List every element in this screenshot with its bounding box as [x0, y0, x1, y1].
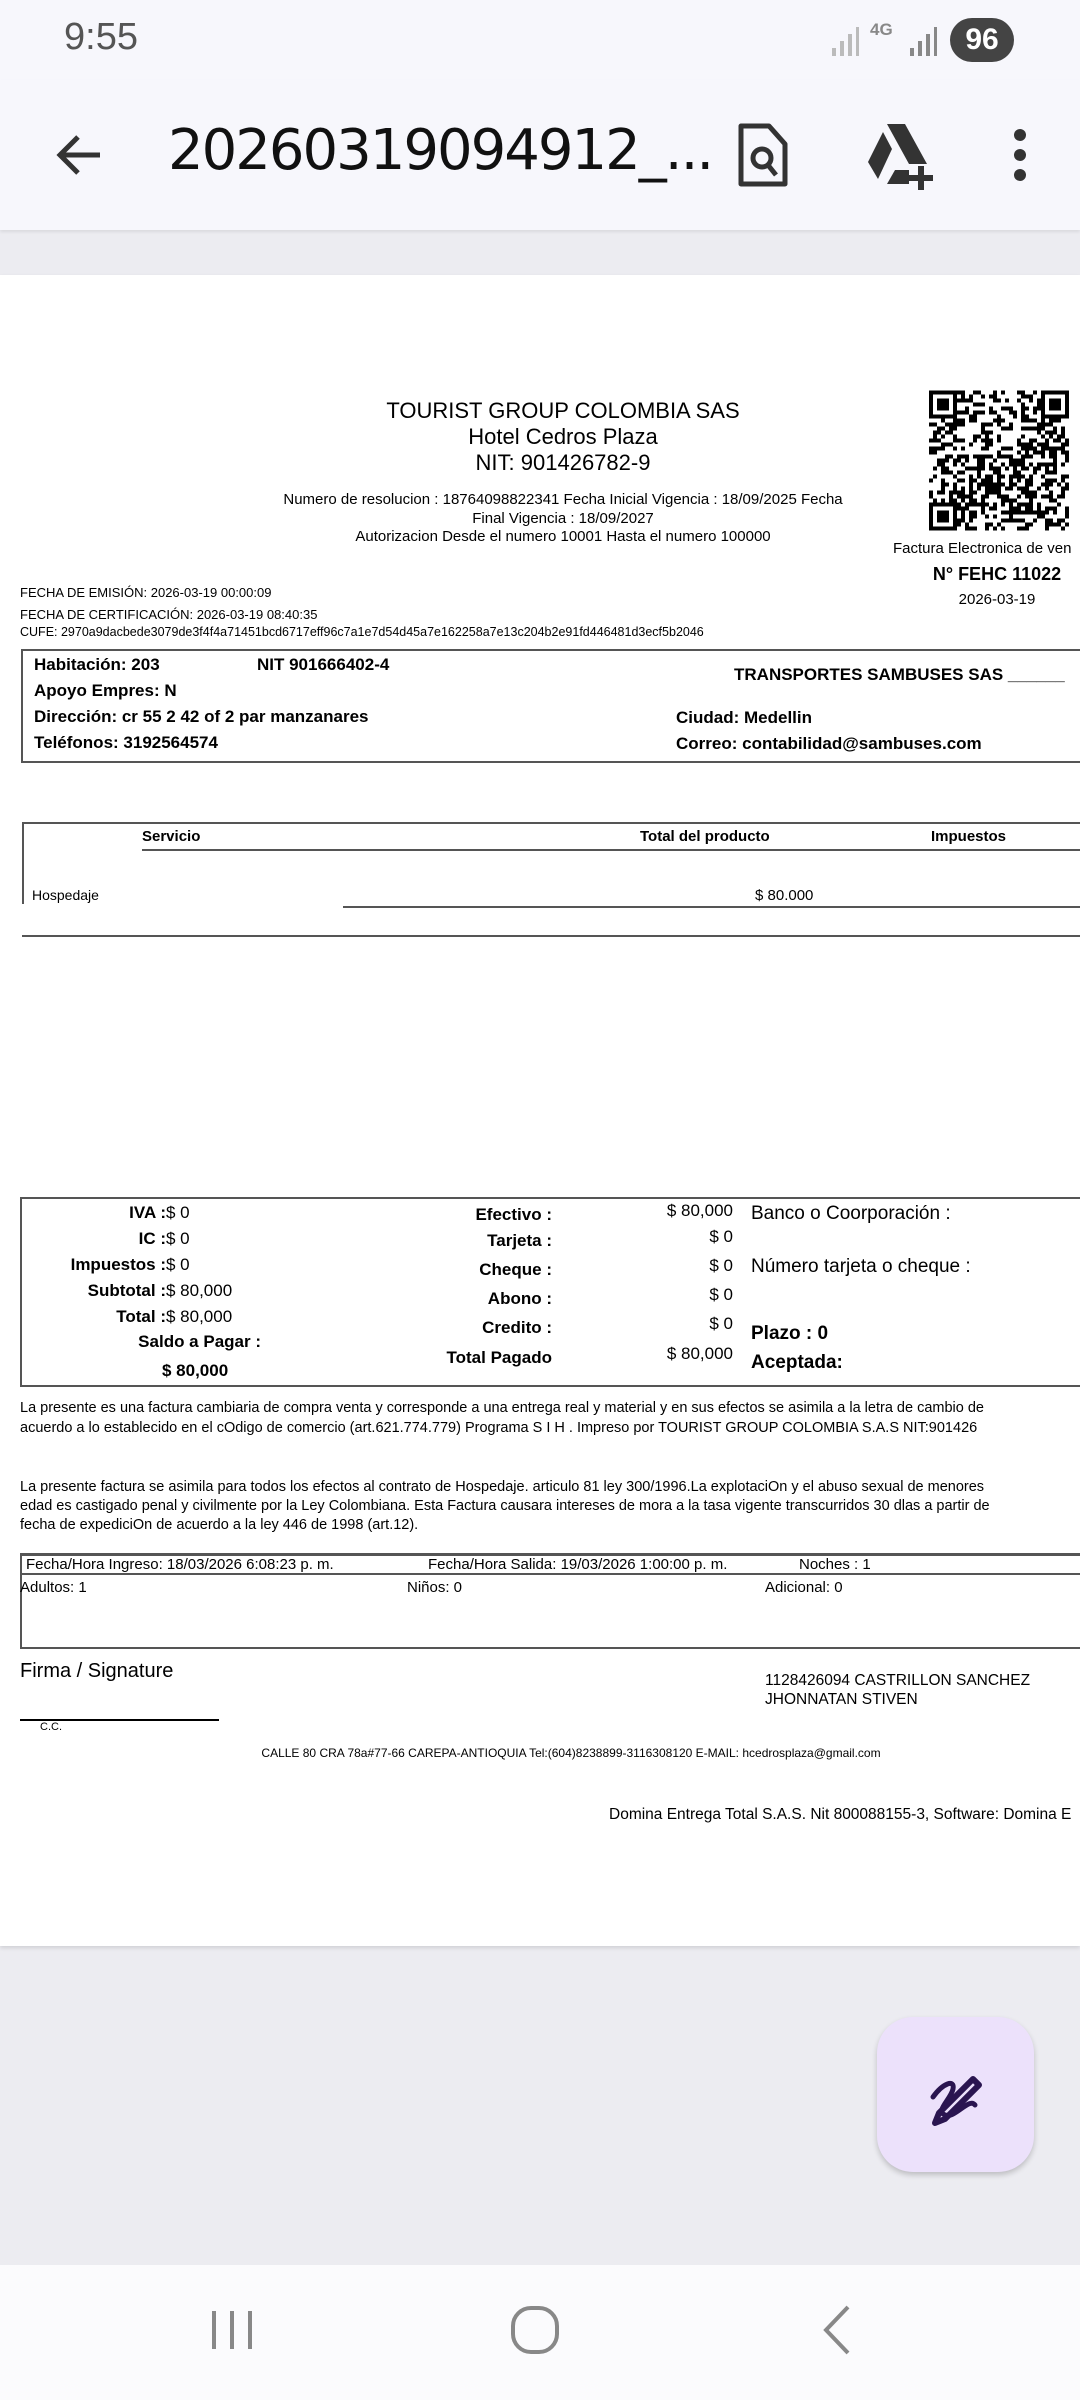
payment-label: Cheque :	[479, 1260, 552, 1279]
pdf-page	[0, 275, 1080, 1946]
payment-label: Total Pagado	[446, 1348, 552, 1367]
back-button[interactable]	[50, 125, 110, 185]
customer-email: Correo: contabilidad@sambuses.com	[676, 734, 982, 753]
total-value: $ 0	[166, 1203, 190, 1222]
services-header-underline	[142, 849, 1080, 851]
battery-badge: 96	[950, 18, 1014, 62]
search-document-button[interactable]	[735, 120, 795, 190]
saldo-label: Saldo a Pagar :	[138, 1332, 261, 1351]
resolution-line-1: Numero de resolucion : 18764098822341 Fecha Inicial Vigencia : 18/09/2025 Fecha	[283, 491, 843, 508]
payment-label: Efectivo :	[475, 1205, 552, 1224]
signature-label: Firma / Signature	[20, 1660, 174, 1682]
numero-tarjeta-label: Número tarjeta o cheque :	[751, 1256, 971, 1277]
edit-annotate-button[interactable]	[877, 2017, 1034, 2172]
service-total: $ 80.000	[755, 887, 814, 904]
payment-value: $ 80,000	[666, 1344, 733, 1363]
service-name: Hospedaje	[32, 887, 99, 903]
legal-text-2a: La presente factura se asimila para todos los efectos al contrato de Hospedaje. articulo 81 ley 300/1996.La explotaciOn y el abuso sexual de menores	[20, 1479, 985, 1495]
payment-value: $ 0	[709, 1285, 733, 1304]
signal-icon	[830, 22, 860, 63]
legal-text-1a: La presente es una factura cambiaria de compra venta y corresponde a una entrega real y material y en sus efectos se asimila a la letra de cambio de	[20, 1400, 984, 1416]
header-total-producto: Total del producto	[640, 828, 770, 845]
total-label: Total :	[116, 1307, 166, 1326]
total-label: Impuestos :	[70, 1255, 166, 1274]
software-credit: Domina Entrega Total S.A.S. Nit 800088155-3, Software: Domina E	[609, 1806, 1072, 1823]
network-type: 4G	[870, 20, 893, 39]
stay-noches: Noches : 1	[799, 1556, 871, 1573]
stay-divider	[20, 1573, 1080, 1575]
services-top-line	[22, 822, 1080, 824]
total-label: Subtotal :	[87, 1281, 166, 1300]
stay-ingreso: Fecha/Hora Ingreso: 18/03/2026 6:08:23 p. m.	[26, 1556, 334, 1573]
customer-nit: NIT 901666402-4	[257, 655, 390, 674]
legal-text-1b: acuerdo a lo establecido en el cOdigo de comercio (art.621.774.779) Programa S I H . Impreso por TOURIST GROUP COLOMBIA S.A.S NIT:901426	[20, 1420, 978, 1436]
stay-adultos: Adultos: 1	[20, 1579, 87, 1596]
plazo: Plazo : 0	[751, 1323, 829, 1344]
room: Habitación: 203	[34, 655, 160, 674]
invoice-number: N° FEHC 11022	[932, 564, 1062, 584]
signal-icon-2	[908, 22, 938, 63]
signer-line-2: JHONNATAN STIVEN	[765, 1691, 918, 1708]
cc-label: C.C.	[40, 1721, 62, 1733]
fecha-certificacion: FECHA DE CERTIFICACIÓN: 2026-03-19 08:40:35	[20, 607, 318, 622]
more-vert-icon	[1005, 125, 1035, 185]
stay-adicional: Adicional: 0	[765, 1579, 843, 1596]
services-bottom-line	[22, 935, 1080, 937]
invoice-date: 2026-03-19	[958, 591, 1036, 608]
legal-text-2c: fecha de expediciOn de acuerdo a la ley 446 de 1998 (art.12).	[20, 1517, 419, 1533]
legal-text-2b: edad es castigado penal y civilmente por la Ley Colombiana. Esta Factura causara intereses de mora a la tasa vigente transcurridos 30 dlas a partir de	[20, 1498, 990, 1514]
service-row-line	[343, 906, 1080, 908]
home-button[interactable]	[508, 2303, 562, 2357]
search-document-icon	[735, 120, 795, 190]
payment-value: $ 0	[709, 1227, 733, 1246]
total-value: $ 0	[166, 1255, 190, 1274]
fecha-emision: FECHA DE EMISIÓN: 2026-03-19 00:00:09	[20, 585, 272, 600]
saldo-value: $ 80,000	[162, 1361, 229, 1380]
total-value: $ 80,000	[166, 1307, 233, 1326]
hotel-address: CALLE 80 CRA 78a#77-66 CAREPA-ANTIOQUIA Tel:(604)8238899-3116308120 E-MAIL: hcedrosplaza@gmail.com	[261, 1746, 881, 1760]
pen-icon	[877, 2017, 1034, 2172]
apoyo-empresa: Apoyo Empres: N	[34, 681, 177, 700]
recent-apps-icon	[205, 2305, 259, 2355]
aceptada: Aceptada:	[751, 1352, 843, 1373]
payment-value: $ 80,000	[666, 1201, 733, 1220]
payment-label: Abono :	[487, 1289, 552, 1308]
customer-name: TRANSPORTES SAMBUSES SAS ______	[734, 665, 1065, 684]
recent-apps-button[interactable]	[205, 2305, 259, 2355]
company-nit: NIT: 901426782-9	[475, 450, 651, 475]
payment-label: Tarjeta :	[487, 1231, 552, 1250]
hotel-name: Hotel Cedros Plaza	[468, 424, 658, 449]
header-servicio: Servicio	[142, 828, 201, 845]
customer-phone: Teléfonos: 3192564574	[34, 733, 218, 752]
back-nav-icon	[818, 2303, 858, 2357]
resolution-line-2: Final Vigencia : 18/09/2027	[472, 510, 654, 527]
status-bar	[0, 0, 1080, 80]
resolution-line-3: Autorizacion Desde el numero 10001 Hasta el numero 100000	[355, 528, 771, 545]
customer-city: Ciudad: Medellin	[676, 708, 812, 727]
banco-label: Banco o Coorporación :	[751, 1203, 951, 1224]
signer-line-1: 1128426094 CASTRILLON SANCHEZ	[765, 1672, 1031, 1689]
home-icon	[508, 2303, 562, 2357]
back-arrow-icon	[50, 125, 110, 185]
document-title: 20260319094912_...	[168, 118, 713, 183]
total-label: IVA :	[129, 1203, 166, 1222]
stay-ninos: Niños: 0	[407, 1579, 463, 1596]
qr-code	[929, 390, 1069, 531]
total-value: $ 0	[166, 1229, 190, 1248]
drive-add-icon	[865, 122, 935, 192]
stay-salida: Fecha/Hora Salida: 19/03/2026 1:00:00 p. m.	[428, 1556, 728, 1573]
document-type: Factura Electronica de ven	[893, 540, 1072, 557]
total-label: IC :	[138, 1229, 166, 1248]
back-nav-button[interactable]	[818, 2303, 858, 2357]
more-options-button[interactable]	[1005, 125, 1035, 185]
header-impuestos: Impuestos	[931, 828, 1007, 845]
total-value: $ 80,000	[166, 1281, 233, 1300]
customer-address: Dirección: cr 55 2 42 of 2 par manzanares	[34, 707, 369, 726]
app-toolbar	[0, 80, 1080, 230]
drive-add-button[interactable]	[865, 122, 935, 192]
system-nav-bar	[0, 2265, 1080, 2400]
payment-value: $ 0	[709, 1256, 733, 1275]
status-time: 9:55	[64, 16, 138, 58]
company-name: TOURIST GROUP COLOMBIA SAS	[386, 398, 740, 423]
payment-label: Credito :	[482, 1318, 552, 1337]
cufe: CUFE: 2970a9dacbede3079de3f4f4a71451bcd6717eff96c7a1e7d54d45a7e162258a7e13c204b2e91fd446481d3ecf5b2046	[20, 625, 704, 639]
payment-value: $ 0	[709, 1314, 733, 1333]
